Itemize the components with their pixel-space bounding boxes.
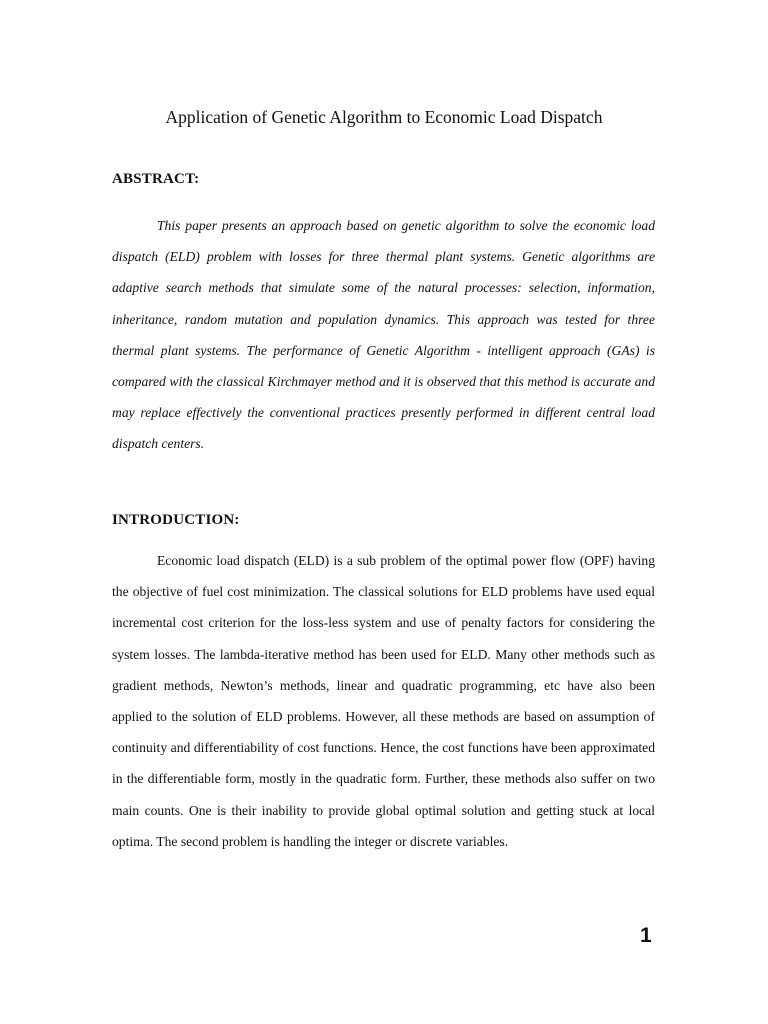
introduction-heading: INTRODUCTION: — [112, 512, 240, 528]
abstract-paragraph: This paper presents an approach based on genetic algorithm to solve the economic load dispatch (ELD) problem with losses for three thermal plant systems. Genetic algorithms are adaptive search methods that simulate some of the natural processes: selection, information, inheritance, random mutation and population dynamics. This approach was tested for three thermal plant systems. The performance of Genetic Algorithm - intelligent approach (GAs) is compared with the classical Kirchmayer method and it is observed that this method is accurate and may replace effectively the conventional practices presently performed in different central load dispatch centers. — [112, 218, 655, 452]
document-title: Application of Genetic Algorithm to Economic Load Dispatch — [165, 107, 603, 127]
page-number: 1 — [640, 924, 652, 947]
introduction-paragraph: Economic load dispatch (ELD) is a sub problem of the optimal power flow (OPF) having the objective of fuel cost minimization. The classical solutions for ELD problems have used equal incremental cost criterion for the loss-less system and use of penalty factors for considering the system losses. The lambda-iterative method has been used for ELD. Many other methods such as gradient methods, Newton’s methods, linear and quadratic programming, etc have also been applied to the solution of ELD problems. However, all these methods are based on assumption of continuity and differentiability of cost functions. Hence, the cost functions have been approximated in the differentiable form, mostly in the quadratic form. Further, these methods also suffer on two main counts. One is their inability to provide global optimal solution and getting stuck at local optima. The second problem is handling the integer or discrete variables. — [112, 553, 655, 849]
abstract-heading: ABSTRACT: — [112, 171, 200, 187]
